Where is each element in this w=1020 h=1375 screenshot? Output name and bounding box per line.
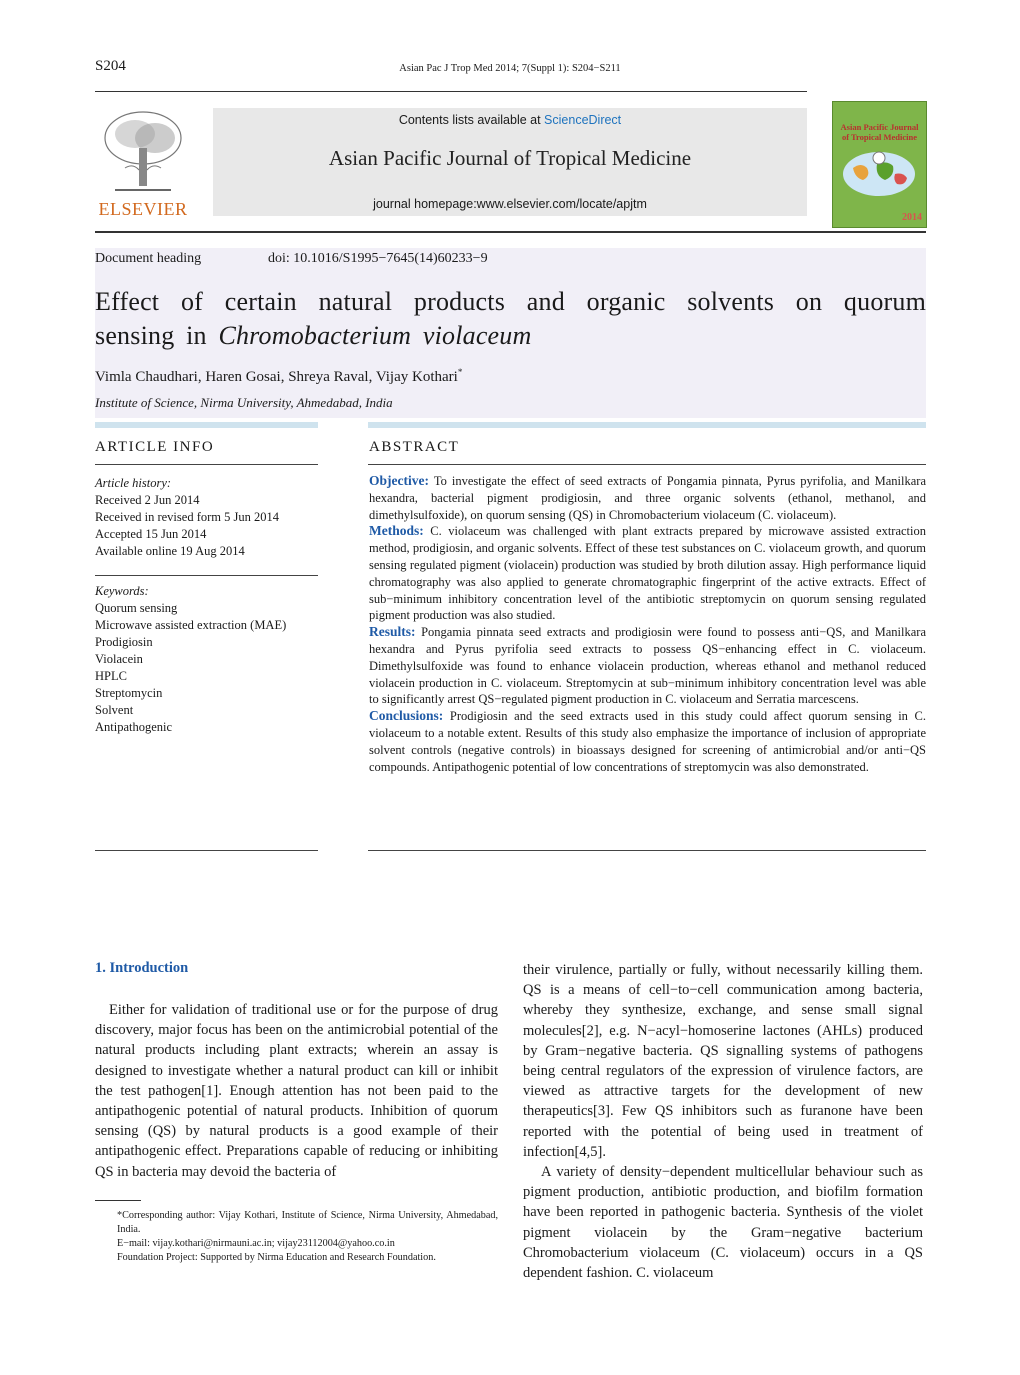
intro-paragraph-2: their virulence, partially or fully, without necessarily killing them. QS is a means of cell−to−cell communication among bacteria, whereby they synthesize, exchange, and sense small signal molecules[2], e.g. N−acyl−homoserine lactones (AHLs) produced by Gram−negative bacteria. QS signalling systems of pathogens being central regulators of the expression of virulence factors, are viewed as attractive targets for the development of new therapeutics[3]. Few QS inhibitors such as furanone have been reported with the potential of being used in treatment of infection[4,5]. <box>523 962 923 1160</box>
abstract-body <box>369 473 926 775</box>
authors: Vimla Chaudhari, Haren Gosai, Shreya Raval, Vijay Kothari <box>95 369 458 385</box>
footnote-funding: Foundation Project: Supported by Nirma Education and Research Foundation. <box>117 1252 436 1263</box>
objective-label: Objective: <box>369 473 429 488</box>
objective-text: To investigate the effect of seed extracts of Pongamia pinnata, Pyrus pyrifolia, and Manilkara hexandra, bacterial pigment prodigiosin, and three organic solvents (ethanol, methanol, and dimethylsulfoxide), on quorum sensing (QS) in Chromobacterium violaceum (C. violaceum). <box>369 474 926 522</box>
keyword: Prodigiosin <box>95 635 153 649</box>
doi: doi: 10.1016/S1995−7645(14)60233−9 <box>268 251 488 266</box>
conclusions-label: Conclusions: <box>369 708 444 724</box>
divider <box>95 464 318 465</box>
keyword: HPLC <box>95 669 127 683</box>
intro-column-2 <box>523 960 923 1283</box>
results-text: Pongamia pinnata seed extracts and prodigiosin were found to possess anti−QS, and Manilkara hexandra and Pyrus pyrifolia seed extracts to possess QS−enhancing effect in C. violaceum. Dimethylsulfoxide was found to enhance violacein production, whereas ethanol and methanol reduced violacein production in C. violaceum. Streptomycin at sub−minimum inhibitory concentration level was able to significantly arrest QS−regulated pigment production in C. violaceum and Serratia marcescens. <box>369 625 926 707</box>
keyword: Streptomycin <box>95 686 163 700</box>
footnote-email[interactable]: E−mail: vijay.kothari@nirmauni.ac.in; vijay23112004@yahoo.co.in <box>117 1238 395 1249</box>
keywords-label: Keywords: <box>95 584 149 598</box>
divider <box>368 464 926 465</box>
contents-availability <box>213 113 807 127</box>
keyword: Solvent <box>95 703 134 717</box>
keyword: Violacein <box>95 652 143 666</box>
footnote-corresponding: *Corresponding author: Vijay Kothari, Institute of Science, Nirma University, Ahmedabad, India. <box>117 1210 498 1235</box>
keywords <box>95 583 318 736</box>
journal-title: Asian Pacific Journal of Tropical Medicine <box>328 146 692 170</box>
journal-cover <box>832 101 927 228</box>
journal-homepage-link[interactable]: journal homepage:www.elsevier.com/locate/apjtm <box>373 197 647 211</box>
section-heading-introduction: 1. Introduction <box>95 960 189 976</box>
abstract-results <box>369 624 926 708</box>
keyword: Antipathogenic <box>95 720 173 734</box>
history-item: Received 2 Jun 2014 <box>95 493 200 507</box>
abstract-objective <box>369 473 926 523</box>
keyword: Quorum sensing <box>95 601 178 615</box>
abstract-methods <box>369 523 926 624</box>
corresponding-mark: * <box>457 367 463 377</box>
elsevier-logo <box>95 108 191 220</box>
divider <box>95 850 318 851</box>
history-item: Accepted 15 Jun 2014 <box>95 527 207 541</box>
article-info-band <box>95 422 318 428</box>
intro-paragraph-3: A variety of density−dependent multicellular behaviour such as pigment production, antibiotic production, and biofilm formation have been reported in pathogenic bacteria. Synthesis of the violet pigment violacein by the Gram−negative bacterium Chromobacterium violaceum (C. violaceum) occurs in a QS dependent fashion. C. violaceum <box>523 1164 923 1282</box>
cover-year: 2014 <box>902 212 922 223</box>
sciencedirect-link[interactable]: ScienceDirect <box>544 113 622 127</box>
divider <box>95 575 318 576</box>
keyword: Microwave assisted extraction (MAE) <box>95 618 287 632</box>
document-heading: Document heading <box>95 251 202 266</box>
divider <box>368 850 926 851</box>
header-rule <box>95 91 807 92</box>
history-item: Available online 19 Aug 2014 <box>95 544 245 558</box>
abstract-heading: ABSTRACT <box>369 439 460 455</box>
running-head: Asian Pac J Trop Med 2014; 7(Suppl 1): S204−S211 <box>399 63 621 74</box>
title-text: Effect of certain natural products and organic solvents on quorum sensing in <box>95 287 926 350</box>
elsevier-wordmark: ELSEVIER <box>98 199 188 219</box>
tree-icon <box>95 108 191 198</box>
article-info-heading: ARTICLE INFO <box>95 439 215 455</box>
conclusions-text: Prodigiosin and the seed extracts used in this study could affect quorum sensing in C. violaceum to a notable extent. Results of this study also emphasize the importance of inclusion of appropriate solvent controls (negative controls) in bioassays designed for screening of antimicrobial and/or anti−QS compounds. Antipathogenic potential of low concentrations of streptomycin was also demonstrated. <box>369 709 926 774</box>
methods-text: C. violaceum was challenged with plant extracts prepared by microwave assisted extraction method, prodigiosin, and organic solvents. Effect of these test substances on C. violaceum growth, and quorum sensing regulated pigment (violacein) production was studied by broth dilution assay. High performance liquid chromatography was also applied to generate chromatographic fingerprint of the active extracts. Effect of sub−minimum inhibitory concentration level of the antibiotic streptomycin on quorum sensing regulated pigment production was also studied. <box>369 524 926 623</box>
journal-banner <box>213 108 807 216</box>
footnote-rule <box>95 1200 141 1201</box>
results-label: Results: <box>369 624 416 640</box>
abstract-conclusions <box>369 708 926 775</box>
title-species: Chromobacterium violaceum <box>218 321 532 350</box>
affiliation: Institute of Science, Nirma University, Ahmedabad, India <box>95 395 393 410</box>
cover-title: Asian Pacific Journal of Tropical Medicine <box>840 122 919 142</box>
author-list <box>95 367 462 386</box>
header-bottom-rule <box>95 231 926 233</box>
globe-map-icon <box>833 102 926 227</box>
abstract-band <box>368 422 926 428</box>
intro-paragraph-1: Either for validation of traditional use or for the purpose of drug discovery, major focus has been on the antimicrobial potential of the natural products including plant extracts; wherein an assay is designed to investigate whether a natural product can kill or inhibit the test pathogen[1]. Enough attention has not been paid to the antipathogenic potential of natural products. Inhibition of quorum sensing (QS) by natural products is a good example of their antipathogenic effect. Preparations capable of reducing or inhibiting QS in bacteria may devoid the bacteria of <box>95 1002 498 1180</box>
article-history <box>95 475 318 560</box>
history-item: Received in revised form 5 Jun 2014 <box>95 510 279 524</box>
footnotes <box>95 1209 498 1265</box>
history-label: Article history: <box>95 476 172 490</box>
methods-label: Methods: <box>369 523 424 539</box>
page-number: S204 <box>95 58 126 74</box>
contents-prefix: Contents lists available at <box>398 113 545 127</box>
article-title <box>95 285 926 353</box>
